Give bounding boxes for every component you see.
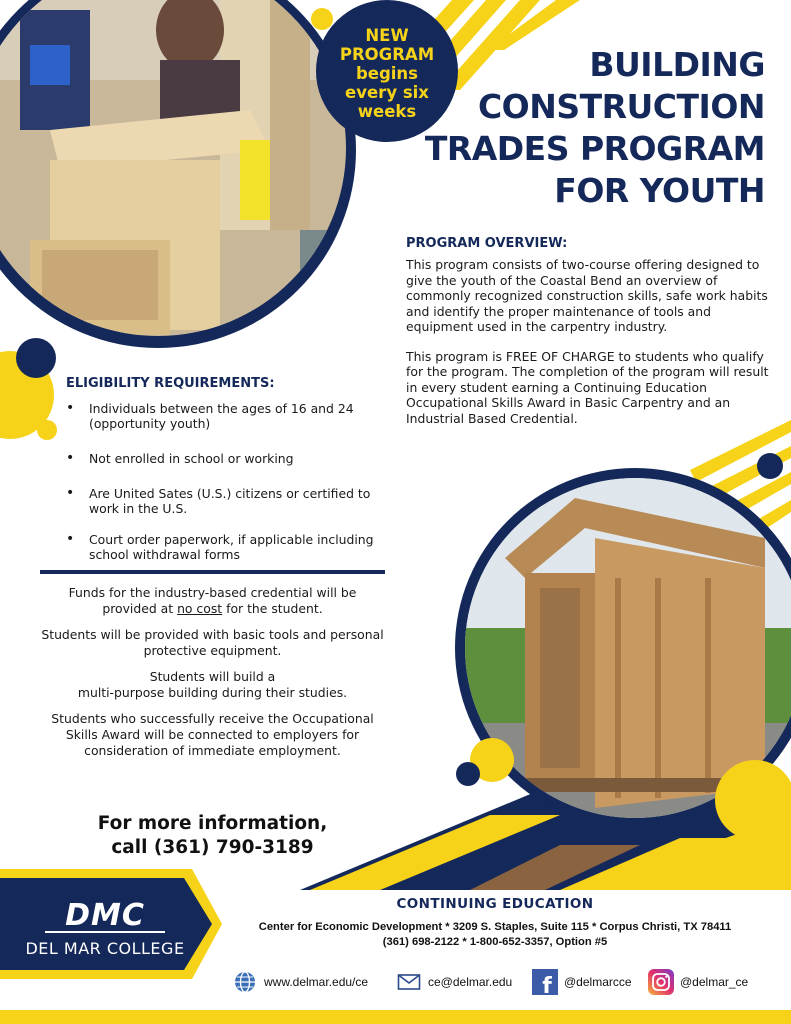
ce-address: Center for Economic Development * 3209 S. Staples, Suite 115 * Corpus Christi, TX 78411 <box>258 921 732 933</box>
no-cost-text: no cost <box>177 601 223 616</box>
globe-icon <box>232 969 258 995</box>
website-link[interactable] <box>232 968 368 996</box>
section-divider <box>40 570 385 574</box>
eligibility-list <box>66 401 386 562</box>
envelope-icon <box>396 969 422 995</box>
instagram-text: @delmar_ce <box>680 975 749 989</box>
badge-line: weeks <box>357 101 417 121</box>
eligibility-heading: ELIGIBILITY REQUIREMENTS: <box>66 376 275 391</box>
list-item: • Not enrolled in school or working <box>66 451 386 466</box>
list-item: • Are United Sates (U.S.) citizens or certified to work in the U.S. <box>66 486 386 516</box>
title-line: CONSTRUCTION <box>477 87 765 126</box>
email-text: ce@delmar.edu <box>428 975 513 989</box>
bottom-bar <box>0 1010 791 1024</box>
badge-line: every six <box>345 82 429 102</box>
eligibility-section <box>66 376 386 578</box>
continuing-education-info <box>240 896 750 948</box>
college-name: DEL MAR COLLEGE <box>25 939 185 958</box>
email-link[interactable] <box>396 968 512 996</box>
facebook-text: @delmarcce <box>564 975 632 989</box>
build-text: Students will build a multi-purpose building during their studies. <box>77 669 348 700</box>
dmc-logo-mark: DMC <box>65 898 145 933</box>
more-info <box>40 812 385 860</box>
contact-links <box>232 968 772 996</box>
badge-line: PROGRAM <box>339 44 435 64</box>
facebook-icon <box>532 969 558 995</box>
badge-line: begins <box>355 63 419 83</box>
title-line: FOR YOUTH <box>554 171 765 210</box>
title-line: BUILDING <box>589 45 765 84</box>
overview-heading: PROGRAM OVERVIEW: <box>406 236 568 251</box>
instagram-link[interactable] <box>648 968 748 996</box>
badge-line: NEW <box>365 25 409 45</box>
employment-text: Students who successfully receive the Occupational Skills Award will be connected to employers for consideration of immediate employment. <box>51 711 374 758</box>
funds-text: Funds for the industry-based credential will be provided at no cost for the student. <box>68 585 357 616</box>
more-info-line: For more information, <box>97 813 328 834</box>
overview-paragraph-2: This program is FREE OF CHARGE to students who qualify for the program. The completion of the program will result in every student earning a Continuing Education Occupational Skills Award in Basic Carpentry and an Industrial Based Credential. <box>406 348 769 426</box>
svg-text:f: f <box>542 974 552 995</box>
ce-title: CONTINUING EDUCATION <box>396 896 594 912</box>
list-item: • Individuals between the ages of 16 and 24 (opportunity youth) <box>66 401 386 431</box>
tools-text: Students will be provided with basic tools and personal protective equipment. <box>41 627 384 658</box>
list-item: • Court order paperwork, if applicable including school withdrawal forms <box>66 532 386 562</box>
overview-paragraph-1: This program consists of two-course offering designed to give the youth of the Coastal Bend an overview of commonly recognized construction skills, safe work habits and identify the proper maintenance of tools and equipment used in the carpentry industry. <box>406 257 768 334</box>
benefits-section <box>40 585 385 769</box>
facebook-link[interactable] <box>532 968 632 996</box>
dmc-logo <box>10 898 200 958</box>
ce-phones: (361) 698-2122 * 1-800-652-3357, Option #5 <box>382 936 608 948</box>
title-line: TRADES PROGRAM <box>424 129 765 168</box>
instagram-icon <box>648 969 674 995</box>
website-text: www.delmar.edu/ce <box>264 975 369 989</box>
phone-number: call (361) 790-3189 <box>111 837 314 858</box>
